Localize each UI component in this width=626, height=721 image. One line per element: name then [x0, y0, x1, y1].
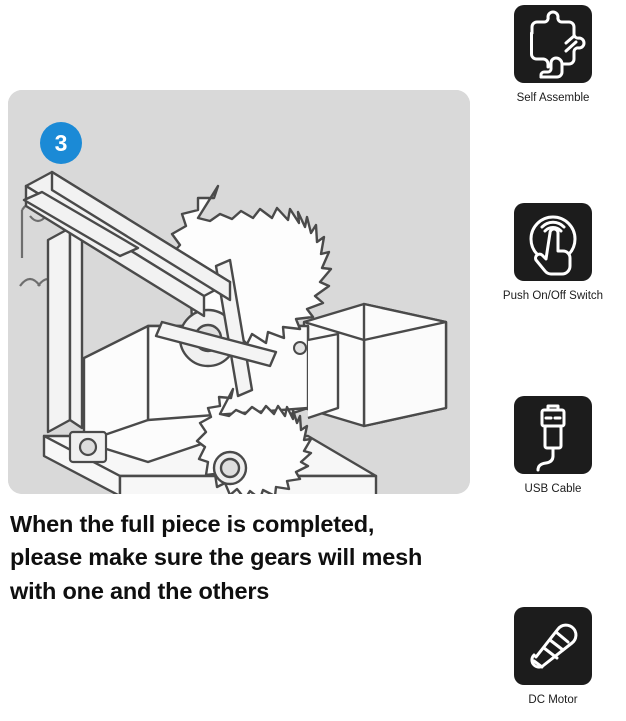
caption-line-2: please make sure the gears will mesh [10, 544, 423, 571]
instruction-caption [10, 508, 472, 608]
feature-item-usb-cable [480, 396, 626, 497]
feature-item-push-switch [480, 203, 626, 304]
push-button-hand-icon [514, 203, 592, 281]
feature-item-dc-motor [480, 607, 626, 708]
step-number-badge: 3 [40, 122, 82, 164]
puzzle-piece-icon [514, 5, 592, 83]
illustration-card [8, 90, 470, 494]
dc-motor-icon [514, 607, 592, 685]
feature-label-usb-cable: USB Cable [524, 483, 582, 495]
caption-line-3: with one and the others [10, 577, 270, 604]
feature-item-self-assemble [480, 5, 626, 106]
feature-label-push-switch: Push On/Off Switch [502, 290, 604, 302]
caption-line-1: When the full piece is completed, [10, 511, 375, 537]
feature-label-self-assemble: Self Assemble [516, 92, 590, 104]
feature-list [480, 0, 626, 721]
usb-cable-icon [514, 396, 592, 474]
feature-label-dc-motor: DC Motor [528, 694, 578, 706]
